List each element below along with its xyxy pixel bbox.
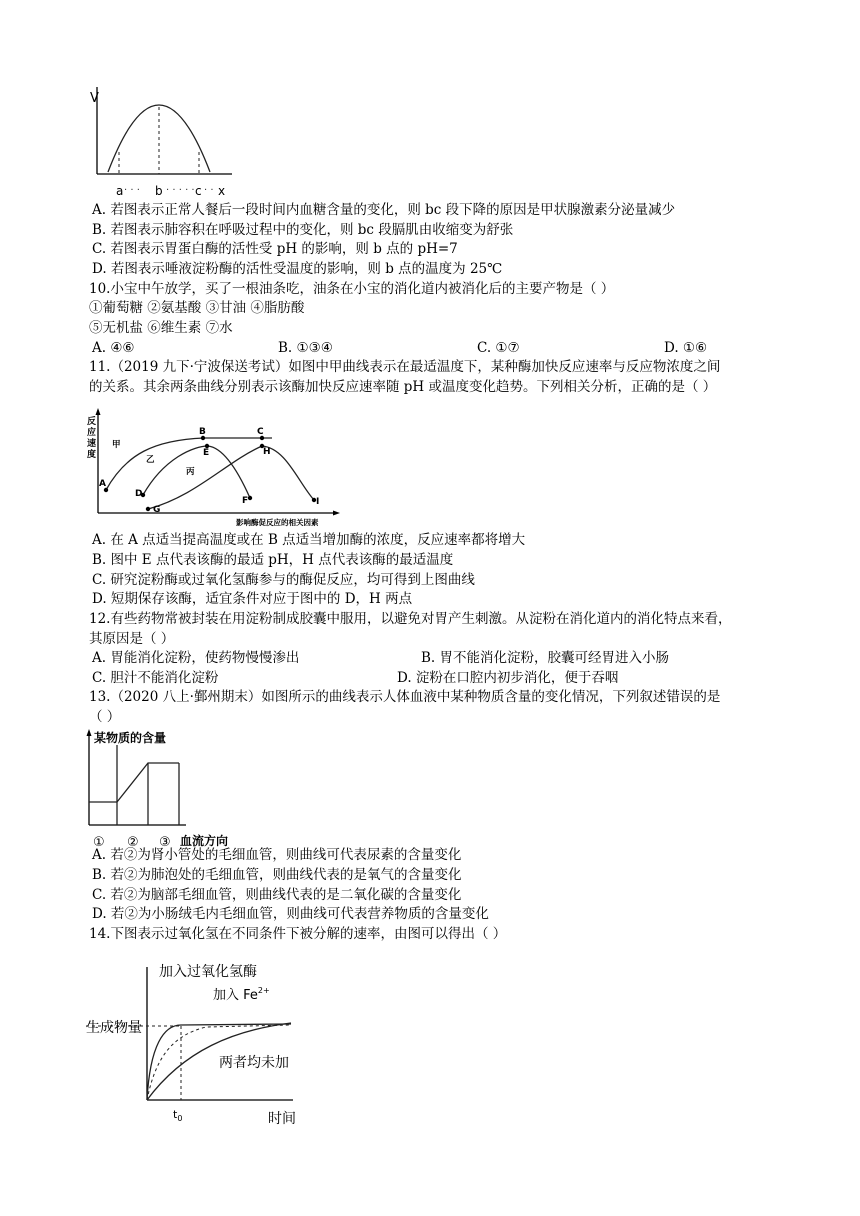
x-label-a: a [116,184,124,198]
label-t0: $t_0$ [173,1108,183,1123]
q12-stem-line1: 12.有些药物常被封装在用淀粉制成胶囊中服用，以避免对胃产生刺激。从淀粉在消化道内的消化特点来看， [89,611,732,627]
curve-bing [148,446,314,509]
q9-option-a[interactable]: A. 若图表示正常人餐后一段时间内血糖含量的变化，则 bc 段下降的原因是甲状腺激素分泌量减少 [92,202,676,218]
q11-option-c[interactable]: C. 研究淀粉酶或过氧化氢酶参与的酶促反应，均可得到上图曲线 [92,572,475,588]
dots-bc: · · · · · [166,185,195,196]
y-label: 生成物量 [86,1020,142,1036]
figure-q11-enzyme-curves [86,402,358,530]
figure-q13-blood-content [86,726,276,850]
q13-option-b[interactable]: B. 若②为肺泡处的毛细血管，则曲线代表的是氧气的含量变化 [92,867,462,883]
x-label-b: b [155,184,163,198]
q10-option-a[interactable]: A. ④⑥ [92,340,135,356]
mark-2: ② [127,835,139,850]
x-label: 血流方向 [180,834,229,848]
y-axis-arrow [96,408,101,415]
q10-items-row1: ①葡萄糖 ②氨基酸 ③甘油 ④脂肪酸 [89,300,305,316]
q12-option-b[interactable]: B. 胃不能消化淀粉，胶囊可经胃进入小肠 [421,650,670,666]
label-fe: 加入 $Fe^{2+}$ [213,986,270,1003]
dots-cx: · · [204,185,214,196]
x-label: 影响酶促反应的相关因素 [236,518,319,527]
point-g-dot [146,507,150,511]
figure-q14-decomposition [86,955,306,1125]
q12-option-a[interactable]: A. 胃能消化淀粉，使药物慢慢渗出 [92,650,300,666]
point-label-e: E [203,448,210,458]
q12-stem-line2: 其原因是（ ） [89,631,175,647]
point-label-g: G [153,505,161,515]
curve-label-jia: 甲 [112,440,121,450]
content-curve [89,763,179,802]
x-label: 时间 [268,1111,296,1125]
q9-option-c[interactable]: C. 若图表示胃蛋白酶的活性受 pH 的影响，则 b 点的 pH=7 [92,241,458,257]
q11-option-d[interactable]: D. 短期保存该酶，适宜条件对应于图中的 D，H 两点 [92,591,413,607]
q14-stem: 14.下图表示过氧化氢在不同条件下被分解的速率，由图可以得出（ ） [89,926,507,942]
point-label-b: B [199,427,206,437]
label-enzyme: 加入过氧化氢酶 [159,964,257,980]
q10-option-c[interactable]: C. ①⑦ [477,340,520,356]
point-f-dot [248,496,252,500]
q9-option-b[interactable]: B. 若图表示肺容积在呼吸过程中的变化，则 bc 段膈肌由收缩变为舒张 [92,222,514,238]
q9-option-d[interactable]: D. 若图表示唾液淀粉酶的活性受温度的影响，则 b 点的温度为 25℃ [92,261,503,277]
q10-option-b[interactable]: B. ①③④ [278,340,333,356]
q11-stem-line2: 的关系。其余两条曲线分别表示该酶加快反应速率随 pH 或温度变化趋势。下列相关分析，正确的是（ ） [89,379,717,395]
mark-1: ① [93,835,105,850]
q11-option-a[interactable]: A. 在 A 点适当提高温度或在 B 点适当增加酶的浓度，反应速率都将增大 [92,532,526,548]
q10-stem: 10.小宝中午放学，买了一根油条吃，油条在小宝的消化道内被消化后的主要产物是（ ） [89,281,615,297]
x-axis-arrow [333,511,340,516]
x-label-x: x [218,184,226,198]
curve-jia [106,438,272,490]
y-axis-arrow [87,729,92,736]
q12-option-c[interactable]: C. 胆汁不能消化淀粉 [92,670,219,686]
dots-ab: · · · [124,185,140,196]
point-label-f: F [242,496,249,506]
point-label-h: H [263,447,271,457]
q13-stem-line1: 13.（2020 八上·鄞州期末）如图所示的曲线表示人体血液中某种物质含量的变化情况，下列叙述错误的是 [89,689,721,705]
mark-3: ③ [159,835,171,850]
q11-option-b[interactable]: B. 图中 E 点代表该酶的最适 pH，H 点代表该酶的最适温度 [92,552,454,568]
q13-option-d[interactable]: D. 若②为小肠绒毛内毛细血管，则曲线可代表营养物质的含量变化 [92,906,489,922]
q13-option-c[interactable]: C. 若②为脑部毛细血管，则曲线代表的是二氧化碳的含量变化 [92,887,462,903]
figure-q9-curve [86,84,236,200]
point-label-d: D [135,489,143,499]
q10-option-d[interactable]: D. ①⑥ [664,340,708,356]
label-none: 两者均未加 [219,1055,289,1071]
q13-option-a[interactable]: A. 若②为肾小管处的毛细血管，则曲线可代表尿素的含量变化 [92,847,462,863]
point-label-c: C [257,427,264,437]
y-label: V [90,91,99,106]
curve-yi [143,446,250,498]
x-label-c: c [195,184,202,198]
y-label-2: 应 [87,428,97,438]
curve-label-yi: 乙 [146,455,155,465]
q10-items-row2: ⑤无机盐 ⑥维生素 ⑦水 [89,320,233,336]
q11-stem-line1: 11.（2019 九下·宁波保送考试）如图中甲曲线表示在最适温度下，某种酶加快反应速率与反应物浓度之间 [89,359,721,375]
point-label-a: A [99,479,106,489]
y-label-3: 速 [87,439,97,449]
y-label-1: 反 [87,417,97,427]
y-label: 某物质的含量 [94,731,167,745]
y-label-4: 度 [87,450,97,460]
curve-label-bing: 丙 [186,467,195,477]
point-label-i: I [316,497,320,507]
q12-option-d[interactable]: D. 淀粉在口腔内初步消化，便于吞咽 [397,670,619,686]
q13-stem-line2: （ ） [89,709,121,725]
